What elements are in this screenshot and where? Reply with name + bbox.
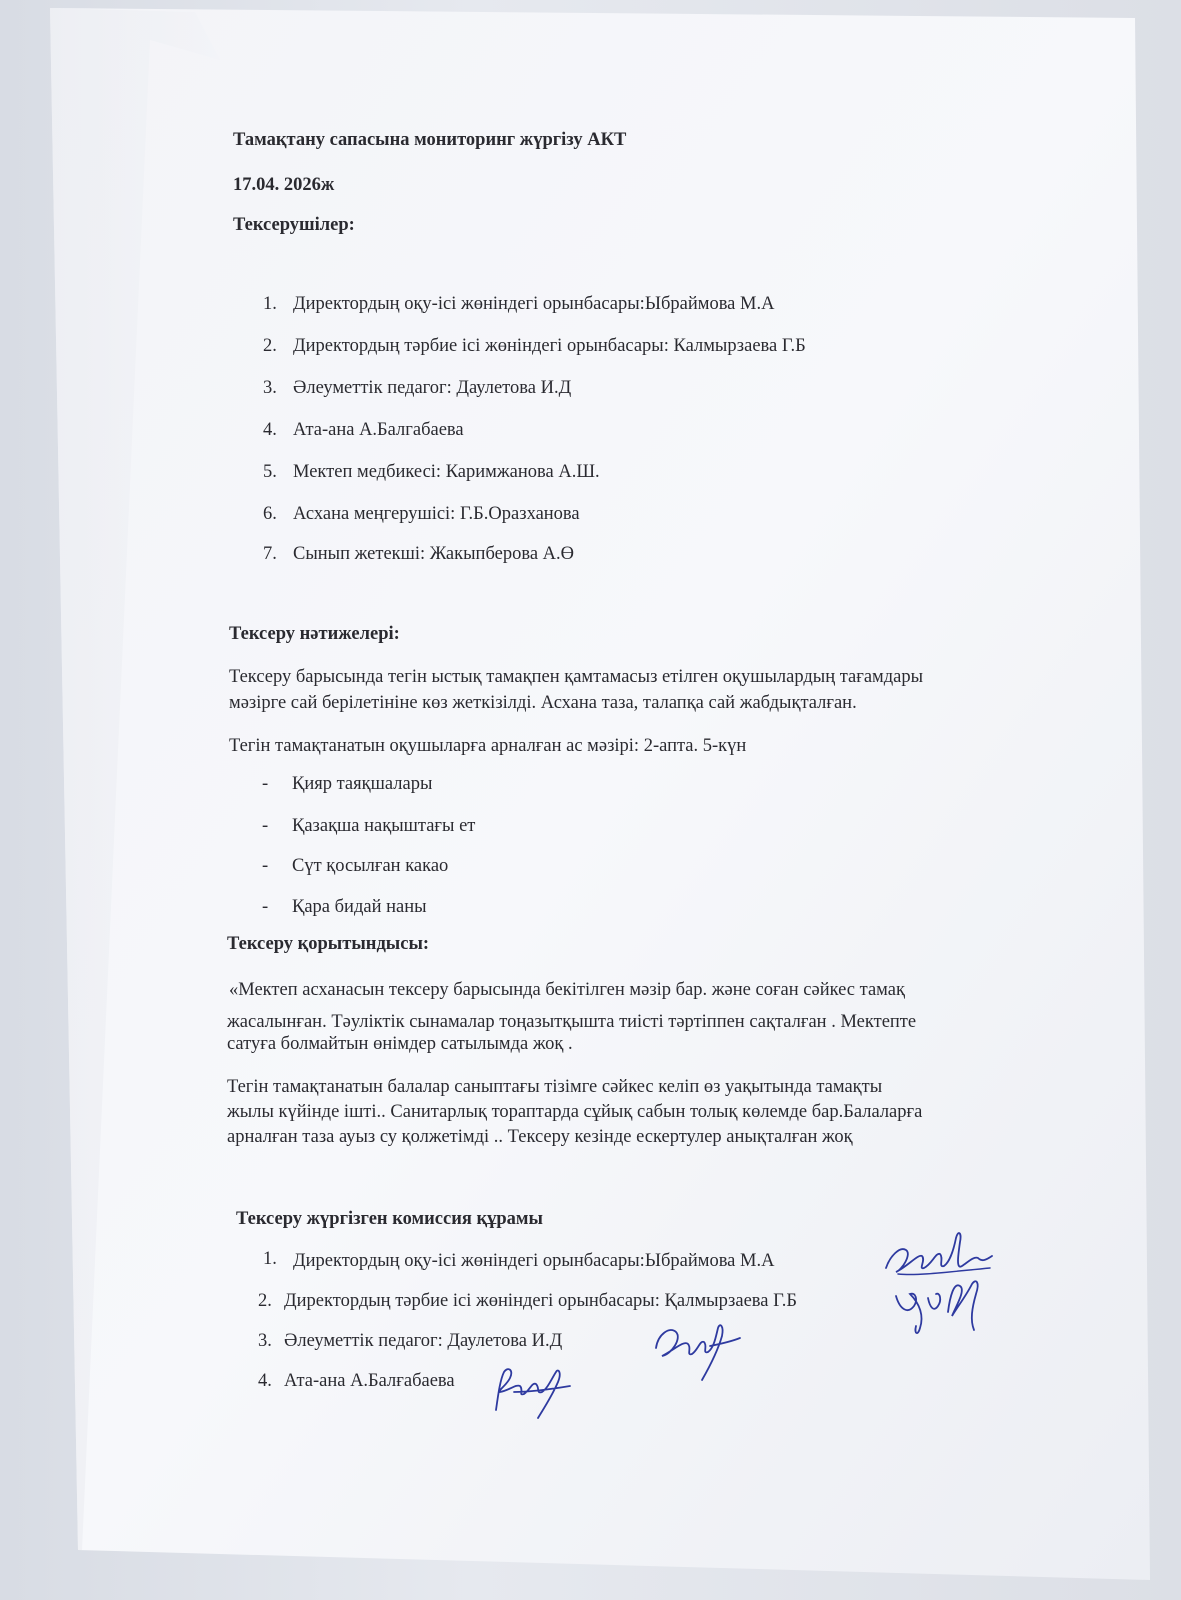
list-number: 2. (263, 336, 277, 356)
list-text: Ата-ана А.Балғабаева (284, 1371, 455, 1391)
list-number: 5. (263, 462, 277, 482)
list-text: Асхана меңгерушісі: Г.Б.Оразханова (293, 504, 580, 524)
list-dash: - (262, 774, 269, 794)
list-text: Қазақша нақыштағы ет (292, 816, 476, 836)
signature-3 (650, 1318, 745, 1383)
results-paragraph-line: мәзірге сай берілетініне көз жеткізілді. Асхана таза, талапқа сай жабдықталған. (229, 693, 857, 713)
signature-4 (486, 1362, 581, 1422)
list-text: Қара бидай наны (292, 897, 427, 917)
list-text: Директордың тәрбие ісі жөніндегі орынбасары: Калмырзаева Г.Б (293, 336, 806, 356)
conclusion-paragraph-line: «Мектеп асханасын тексеру барысында бекітілген мәзір бар. және соған сәйкес тамақ (229, 980, 905, 1000)
list-number: 1. (263, 1249, 277, 1269)
results-heading: Тексеру нәтижелері: (229, 624, 400, 644)
conclusion-paragraph-line: арналған таза ауыз су қолжетімді .. Тексеру кезінде ескертулер анықталған жоқ (227, 1127, 853, 1147)
list-text: Директордың тәрбие ісі жөніндегі орынбасары: Қалмырзаева Г.Б (284, 1291, 797, 1311)
list-number: 3. (258, 1331, 272, 1351)
list-number: 6. (263, 504, 277, 524)
list-dash: - (262, 897, 269, 917)
list-number: 1. (263, 294, 277, 314)
conclusion-paragraph-line: жасалынған. Тәуліктік сынамалар тоңазытқышта тиісті тәртіппен сақталған . Мектепте (227, 1012, 917, 1032)
list-number: 4. (258, 1371, 272, 1391)
list-text: Директордың оқу-ісі жөніндегі орынбасары:Ыбраймова М.А (293, 294, 775, 314)
list-dash: - (262, 816, 269, 836)
conclusion-paragraph-line: Тегін тамақтанатын балалар саныптағы тізімге сәйкес келіп өз уақытында тамақты (227, 1077, 883, 1097)
list-text: Әлеуметтік педагог: Даулетова И.Д (293, 378, 572, 398)
list-text: Қияр таяқшалары (292, 774, 433, 794)
signature-2 (890, 1276, 990, 1341)
list-number: 4. (263, 420, 277, 440)
list-dash: - (262, 856, 269, 876)
document-date: 17.04. 2026ж (233, 175, 335, 195)
document-title: Тамақтану сапасына мониторинг жүргізу АКТ (233, 130, 627, 150)
list-text: Директордың оқу-ісі жөніндегі орынбасары:Ыбраймова М.А (293, 1251, 775, 1271)
menu-intro: Тегін тамақтанатын оқушыларға арналған ас мәзірі: 2-апта. 5-күн (229, 736, 747, 756)
list-text: Әлеуметтік педагог: Даулетова И.Д (284, 1331, 563, 1351)
inspectors-heading: Тексерушілер: (233, 215, 355, 235)
list-text: Сынып жетекші: Жакыпберова А.Ө (293, 544, 575, 564)
conclusion-paragraph-line: сатуға болмайтын өнімдер сатылымда жоқ . (227, 1034, 573, 1054)
list-text: Сүт қосылған какао (292, 856, 449, 876)
conclusion-heading: Тексеру қорытындысы: (227, 934, 430, 954)
list-text: Ата-ана А.Балгабаева (293, 420, 464, 440)
commission-heading: Тексеру жүргізген комиссия құрамы (236, 1209, 543, 1229)
list-number: 3. (263, 378, 277, 398)
conclusion-paragraph-line: жылы күйінде ішті.. Санитарлық тораптарда сұйық сабын толық көлемде бар.Балаларға (227, 1102, 923, 1122)
results-paragraph-line: Тексеру барысында тегін ыстық тамақпен қамтамасыз етілген оқушылардың тағамдары (229, 667, 924, 687)
list-text: Мектеп медбикесі: Каримжанова А.Ш. (293, 462, 600, 482)
list-number: 7. (263, 544, 277, 564)
list-number: 2. (258, 1291, 272, 1311)
